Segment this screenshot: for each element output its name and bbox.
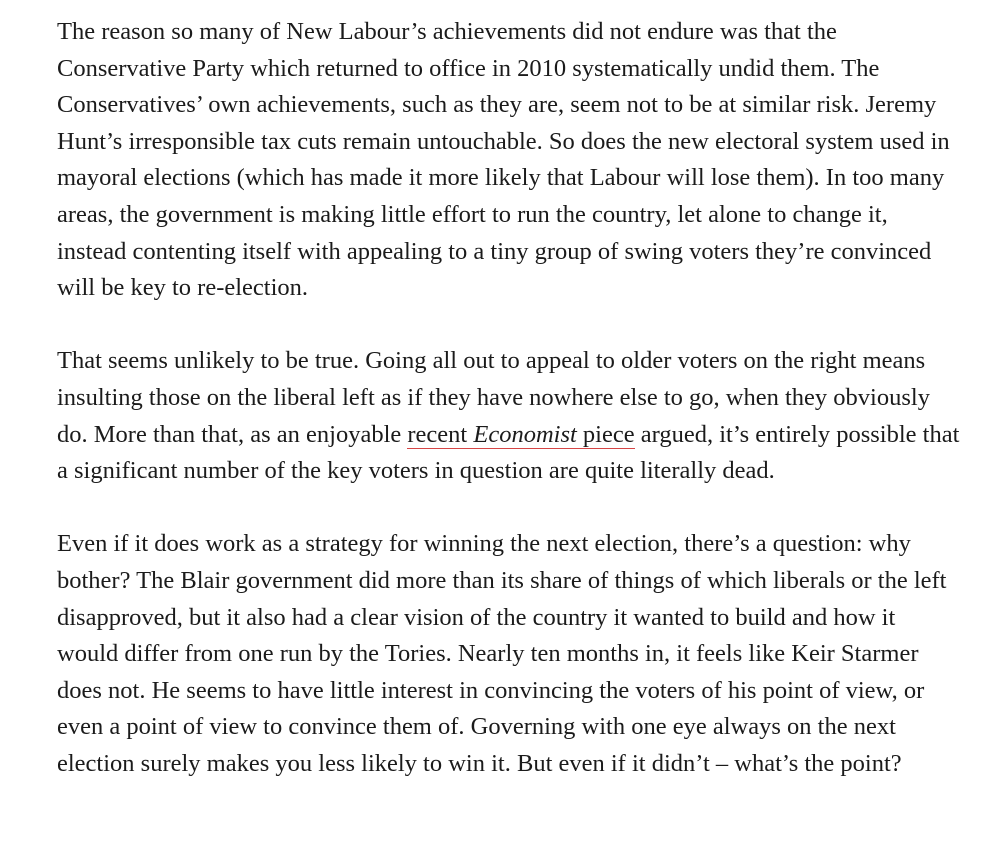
- paragraph-2: [57, 343, 962, 489]
- link-text-end: piece: [576, 420, 635, 448]
- paragraph-2-text-before-link: That seems unlikely to be true. Going all out to appeal to older voters on the right means insulting those on the liberal left as if they have nowhere else to go, when they obviously do. More than that, as an enjoyable: [57, 347, 930, 448]
- economist-article-link[interactable]: [407, 421, 634, 449]
- link-text-publication: Economist: [473, 420, 577, 448]
- paragraph-3: Even if it does work as a strategy for winning the next election, there’s a question: why bother? The Blair government did more than its share of things of which liberals or the left disapproved, but it also had a clear vision of the country it wanted to build and how it would differ from one run by the Tories. Nearly ten months in, it feels like Keir Starmer does not. He seems to have little interest in convincing the voters of his point of view, or even a point of view to convince them of. Governing with one eye always on the next election surely makes you less likely to win it. But even if it didn’t – what’s the point?: [57, 530, 947, 777]
- link-text-start: recent: [407, 420, 474, 448]
- paragraph-2-text-after-link: argued, it’s entirely possible that a significant number of the key voters in question are quite literally dead.: [57, 420, 960, 485]
- article-body: [57, 14, 962, 819]
- paragraph-1: The reason so many of New Labour’s achievements did not endure was that the Conservative Party which returned to office in 2010 systematically undid them. The Conservatives’ own achievements, such as they are, seem not to be at similar risk. Jeremy Hunt’s irresponsible tax cuts remain untouchable. So does the new electoral system used in mayoral elections (which has made it more likely that Labour will lose them). In too many areas, the government is making little effort to run the country, let alone to change it, instead contenting itself with appealing to a tiny group of swing voters they’re convinced will be key to re-election.: [57, 18, 950, 302]
